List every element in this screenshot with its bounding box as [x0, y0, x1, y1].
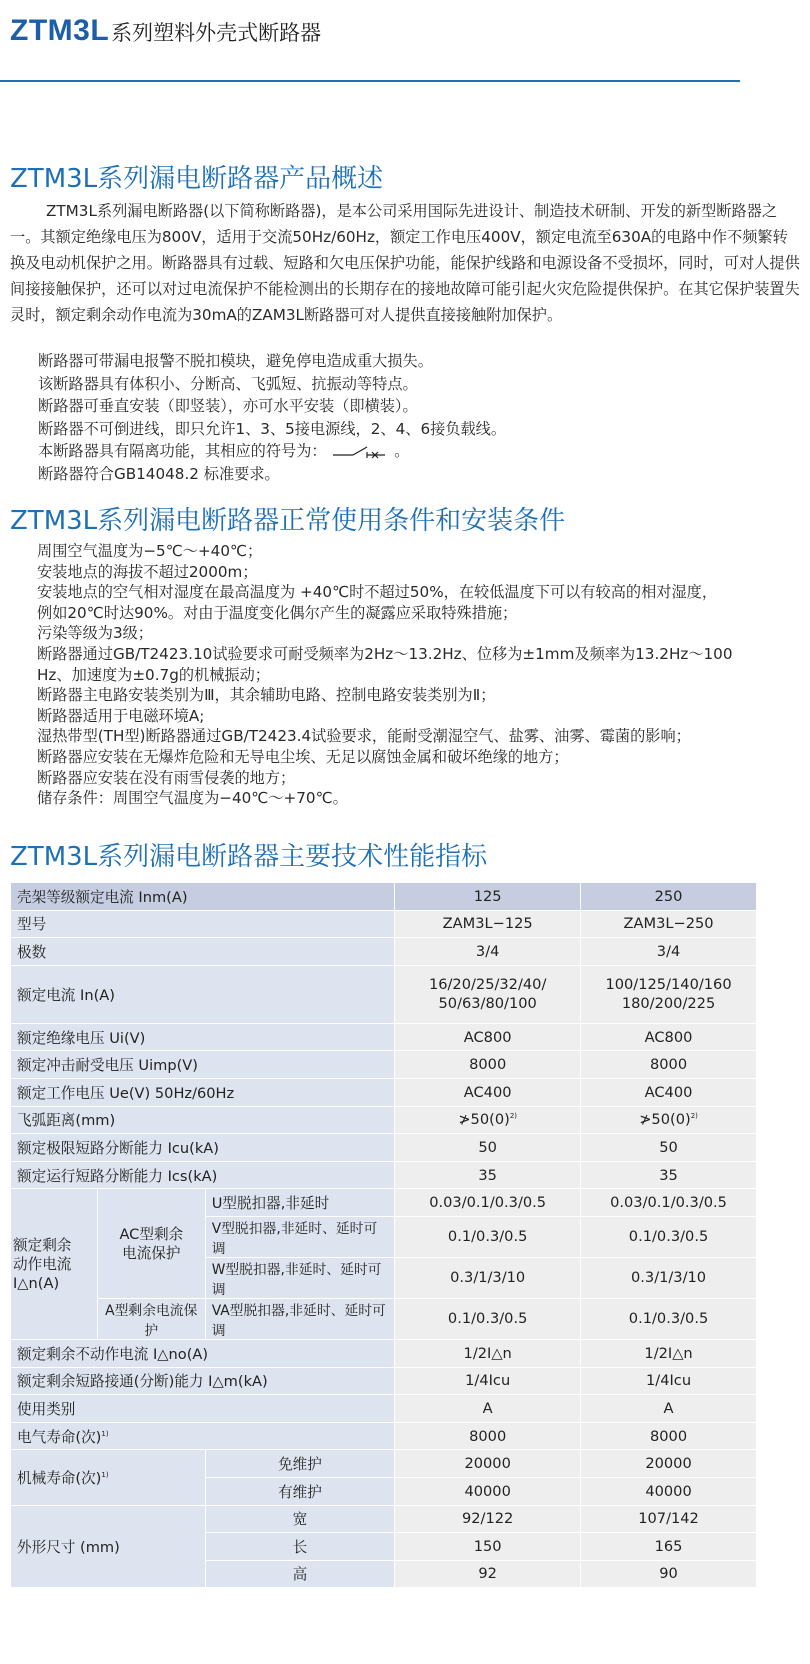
- overview-point: 断路器不可倒进线，即只允许1、3、5接电源线，2、4、6接负载线。: [38, 419, 507, 438]
- cell-250: ZAM3L−250: [581, 910, 757, 938]
- overview-point: 该断路器具有体积小、分断高、飞弧短、抗振动等特点。: [38, 374, 418, 393]
- condition-line: 储存条件：周围空气温度为−40℃～+70℃。: [37, 789, 348, 808]
- page-header: [10, 14, 321, 50]
- cell-250: 0.1/0.3/0.5: [581, 1216, 757, 1257]
- overview-point-isolation: [38, 440, 738, 463]
- footnote-marker: 1): [101, 1471, 109, 1480]
- table-row: [11, 1450, 757, 1478]
- overview-point: 断路器可垂直安装（即竖装），亦可水平安装（即横装）。: [38, 397, 418, 416]
- row-label: 极数: [11, 938, 395, 966]
- cell-125: 0.3/1/3/10: [395, 1257, 581, 1298]
- condition-line: 断路器应安装在无爆炸危险和无导电尘埃、无足以腐蚀金属和破坏绝缘的地方；: [37, 747, 569, 766]
- isolation-text: 本断路器具有隔离功能，其相应的符号为：: [38, 442, 327, 461]
- header-subtitle: 系列塑料外壳式断路器: [111, 21, 322, 45]
- condition-line: 污染等级为3级；: [37, 624, 153, 643]
- cell-125: 35: [395, 1161, 581, 1189]
- brand-model: ZTM3L: [10, 14, 110, 47]
- condition-line: Hz、加速度为±0.7g的机械振动；: [37, 665, 270, 684]
- arc-value-125: ≯50(0): [458, 1111, 510, 1129]
- cell-250: 107/142: [581, 1505, 757, 1533]
- row-label: 额定运行短路分断能力 Ics(kA): [11, 1161, 395, 1189]
- row-label: 额定电流 In(A): [11, 965, 395, 1023]
- ac-label-line: 电流保护: [122, 1244, 181, 1262]
- cell-250: 165: [581, 1533, 757, 1561]
- electric-life-label: 电气寿命(次): [17, 1428, 102, 1446]
- overview-points: [38, 350, 738, 486]
- cell-250: 20000: [581, 1450, 757, 1478]
- table-row: [11, 1367, 757, 1395]
- table-row: [11, 1422, 757, 1450]
- footnote-marker: 2): [509, 1112, 517, 1121]
- table-row: [11, 938, 757, 966]
- residual-label-line: 额定剩余: [13, 1236, 72, 1254]
- cell-125: 0.03/0.1/0.3/0.5: [395, 1189, 581, 1217]
- cell-125: 92/122: [395, 1505, 581, 1533]
- cell-125: [395, 1106, 581, 1134]
- cell-250: 0.03/0.1/0.3/0.5: [581, 1189, 757, 1217]
- cell-250: 8000: [581, 1422, 757, 1450]
- cell-250: 3/4: [581, 938, 757, 966]
- condition-line: 断路器应安装在没有雨雪侵袭的地方；: [37, 768, 296, 787]
- overview-paragraph: [10, 198, 800, 328]
- frame-current-label: 壳架等级额定电流 Inm(A): [11, 883, 395, 911]
- overview-point: 断路器可带漏电报警不脱扣模块，避免停电造成重大损失。: [38, 352, 433, 370]
- row-label: 飞弧距离(mm): [11, 1106, 395, 1134]
- row-label: 额定绝缘电压 Ui(V): [11, 1023, 395, 1051]
- row-label: 免维护: [205, 1450, 395, 1478]
- rated-current-250-line2: 180/200/225: [621, 995, 716, 1013]
- specs-table: [10, 882, 757, 1588]
- table-row: [11, 1106, 757, 1134]
- cell-250: [581, 1106, 757, 1134]
- isolation-switch-symbol-icon: [331, 445, 389, 459]
- rated-current-125-line1: 16/20/25/32/40/: [428, 976, 547, 994]
- mech-life-text: 机械寿命(次): [17, 1469, 102, 1487]
- cell-125: AC800: [395, 1023, 581, 1051]
- row-label: 型号: [11, 910, 395, 938]
- table-row: [11, 1023, 757, 1051]
- cell-125: 0.1/0.3/0.5: [395, 1298, 581, 1339]
- ac-label-line: AC型剩余: [119, 1225, 184, 1243]
- cell-125: 8000: [395, 1422, 581, 1450]
- arc-value-250: ≯50(0): [639, 1111, 691, 1129]
- condition-line: 断路器适用于电磁环境A;: [37, 706, 205, 725]
- cell-250: 0.1/0.3/0.5: [581, 1298, 757, 1339]
- row-label: 额定冲击耐受电压 Uimp(V): [11, 1051, 395, 1079]
- row-label: U型脱扣器,非延时: [205, 1189, 395, 1217]
- row-label: 额定极限短路分断能力 Icu(kA): [11, 1134, 395, 1162]
- cell-250: 90: [581, 1560, 757, 1588]
- table-row: [11, 1189, 757, 1217]
- condition-line: 安装地点的海拔不超过2000m；: [37, 562, 258, 581]
- ac-type-label: [97, 1189, 205, 1299]
- rated-current-125-line2: 50/63/80/100: [438, 995, 537, 1013]
- rated-current-250-line1: 100/125/140/160: [605, 976, 732, 994]
- cell-250: 40000: [581, 1477, 757, 1505]
- row-label: 高: [205, 1560, 395, 1588]
- condition-line: 断路器主电路安装类别为Ⅲ，其余辅助电路、控制电路安装类别为Ⅱ；: [37, 686, 496, 705]
- cell-250: AC400: [581, 1078, 757, 1106]
- cell-250: 1/2I△n: [581, 1339, 757, 1367]
- row-label: VA型脱扣器,非延时、延时可调: [205, 1298, 395, 1339]
- cell-250: 1/4Icu: [581, 1367, 757, 1395]
- conditions-list: [37, 541, 805, 809]
- conditions-title: ZTM3L系列漏电断路器正常使用条件和安装条件: [10, 506, 566, 536]
- table-row: [11, 1298, 757, 1339]
- cell-125: 92: [395, 1560, 581, 1588]
- dimensions-label: 外形尺寸 (mm): [11, 1505, 206, 1588]
- cell-125: 8000: [395, 1051, 581, 1079]
- cell-125: 20000: [395, 1450, 581, 1478]
- table-row: [11, 1051, 757, 1079]
- cell-125: 40000: [395, 1477, 581, 1505]
- table-row: [11, 910, 757, 938]
- table-row: [11, 965, 757, 1023]
- condition-line: 断路器通过GB/T2423.10试验要求可耐受频率为2Hz～13.2Hz、位移为±1mm及频率为13.2Hz～100: [37, 644, 733, 663]
- cell-125: AC400: [395, 1078, 581, 1106]
- row-label: 使用类别: [11, 1395, 395, 1423]
- a-type-label: A型剩余电流保护: [97, 1298, 205, 1339]
- table-row: [11, 1078, 757, 1106]
- specs-title: ZTM3L系列漏电断路器主要技术性能指标: [10, 842, 488, 872]
- table-row: [11, 883, 757, 911]
- residual-label-line: I△n(A): [13, 1274, 60, 1292]
- table-row: [11, 1505, 757, 1533]
- row-label: 额定剩余短路接通(分断)能力 I△m(kA): [11, 1367, 395, 1395]
- cell-125: 50: [395, 1134, 581, 1162]
- condition-line: 安装地点的空气相对湿度在最高温度为 +40℃时不超过50%，在较低温度下可以有较高的相对湿度，: [37, 583, 718, 602]
- condition-line: 湿热带型(TH型)断路器通过GB/T2423.4试验要求，能耐受潮湿空气、盐雾、油雾、霉菌的影响；: [37, 727, 691, 746]
- cell-125: 1/4Icu: [395, 1367, 581, 1395]
- cell-125: 150: [395, 1533, 581, 1561]
- overview-standard: 断路器符合GB14048.2 标准要求。: [38, 464, 280, 483]
- cell-125: ZAM3L−125: [395, 910, 581, 938]
- footnote-marker: 1): [101, 1429, 109, 1438]
- row-label: [11, 1422, 395, 1450]
- mech-life-label: [11, 1450, 206, 1505]
- frame-col-125: 125: [395, 883, 581, 911]
- overview-title: ZTM3L系列漏电断路器产品概述: [10, 164, 384, 194]
- frame-col-250: 250: [581, 883, 757, 911]
- condition-line: 周围空气温度为−5℃～+40℃；: [37, 542, 263, 560]
- row-label: 额定工作电压 Ue(V) 50Hz/60Hz: [11, 1078, 395, 1106]
- row-label: 额定剩余不动作电流 I△no(A): [11, 1339, 395, 1367]
- cell-250: AC800: [581, 1023, 757, 1051]
- table-row: [11, 1134, 757, 1162]
- residual-current-label: [11, 1189, 98, 1340]
- row-label: W型脱扣器,非延时、延时可调: [205, 1257, 395, 1298]
- table-row: [11, 1395, 757, 1423]
- cell-125: A: [395, 1395, 581, 1423]
- condition-line: 例如20℃时达90%。对由于温度变化偶尔产生的凝露应采取特殊措施；: [37, 603, 518, 622]
- cell-250: 0.3/1/3/10: [581, 1257, 757, 1298]
- row-label: V型脱扣器,非延时、延时可调: [205, 1216, 395, 1257]
- table-row: [11, 1339, 757, 1367]
- residual-label-line: 动作电流: [13, 1255, 72, 1273]
- overview-paragraph-text: ZTM3L系列漏电断路器(以下简称断路器)，是本公司采用国际先进设计、制造技术研制、开发的新型断路器之一。其额定绝缘电压为800V，适用于交流50Hz/60Hz，额定工作电压400V，额定电流至630A的电路中作不频繁转换及电动机保护之用。断路器具有过载、短路和欠电压保护功能，能保护线路和电源设备不受损坏，同时，可对人提供间接接触保护，还可以对过电流保护不能检测出的长期存在的接地故障可能引起火灾危险提供保护。在其它保护装置失灵时，额定剩余动作电流为30mA的ZAM3L断路器可对人提供直接接触附加保护。: [10, 202, 800, 324]
- cell-125: 1/2I△n: [395, 1339, 581, 1367]
- row-label: 有维护: [205, 1477, 395, 1505]
- cell-250: [581, 965, 757, 1023]
- header-divider: [0, 80, 740, 82]
- cell-125: [395, 965, 581, 1023]
- isolation-suffix: 。: [394, 442, 410, 461]
- cell-125: 0.1/0.3/0.5: [395, 1216, 581, 1257]
- cell-250: 50: [581, 1134, 757, 1162]
- row-label: 宽: [205, 1505, 395, 1533]
- cell-250: 35: [581, 1161, 757, 1189]
- table-row: [11, 1161, 757, 1189]
- cell-250: 8000: [581, 1051, 757, 1079]
- row-label: 长: [205, 1533, 395, 1561]
- cell-125: 3/4: [395, 938, 581, 966]
- footnote-marker: 2): [690, 1112, 698, 1121]
- cell-250: A: [581, 1395, 757, 1423]
